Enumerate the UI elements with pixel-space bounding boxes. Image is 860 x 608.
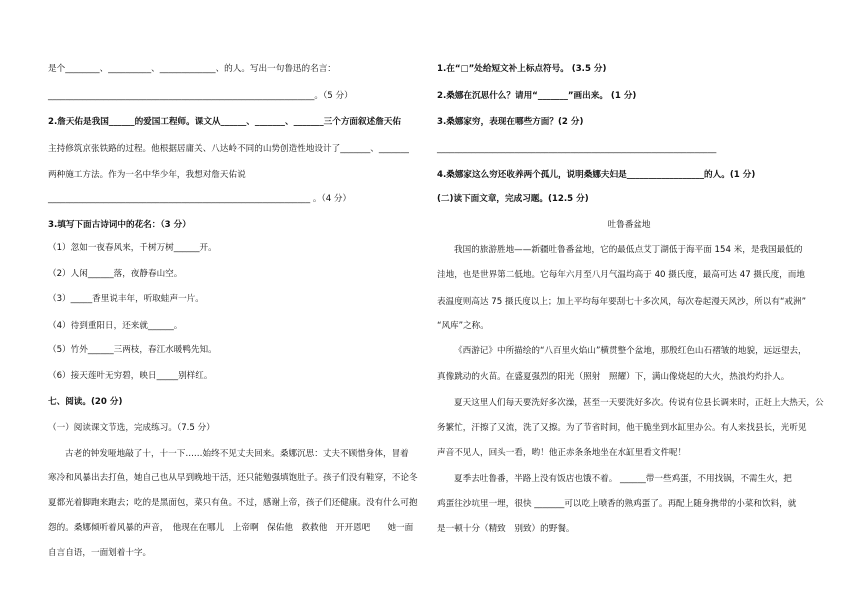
right-column [437, 0, 824, 608]
right-column-line: 鸡蛋往沙坑里一埋，很快 _______可以吃上喷香的熟鸡蛋了。再配上随身携带的小菜和饮料，就 [437, 499, 797, 509]
left-column-line: 两种施工方法。作为一名中华少年，我想对詹天佑说 [48, 170, 246, 180]
right-column-line: (二)读下面文章，完成习题。(12.5 分) [437, 194, 589, 204]
left-column-line: 寒冷和风暴出去打鱼，她自己也从早到晚地干活，还只能勉强填饱肚子。孩子们没有鞋穿，不论冬 [48, 473, 418, 483]
left-column-line: 是个________、__________、_____________、的人。写出一句鲁迅的名言： [48, 64, 336, 74]
left-column [48, 0, 432, 608]
left-column-line: 自言自语，一面划着十字。 [48, 548, 152, 558]
right-column-line: 1.在“□”处给短文补上标点符号。 (3.5 分) [437, 64, 607, 74]
right-column-line: 真像跳动的火苗。在盛夏强烈的阳光（照射 照耀）下，满山像烧起的大火，热浪灼灼扑人。 [437, 372, 790, 382]
right-column-line: “风库”之称。 [437, 321, 489, 331]
right-column-line: 声音不见人，回头一看，哟！他正赤条条地坐在水缸里看文件呢！ [437, 448, 687, 458]
left-column-line: （2）人闲______落，夜静春山空。 [48, 269, 183, 279]
left-column-line: （6）接天莲叶无穷碧，映日_____别样红。 [48, 371, 213, 381]
left-column-line: （1）忽如一夜春风来，千树万树______开。 [48, 243, 217, 253]
left-column-line: （4）待到重阳日，还来就______。 [48, 321, 183, 331]
right-column-line: 表温度则高达 75 摄氏度以上；加上平均每年要刮七十多次风，每次卷起漫天风沙，所以有“戒洲” [437, 297, 807, 307]
right-column-line: 2.桑娜在沉思什么？请用“_______”画出来。 (1 分) [437, 91, 637, 101]
left-column-line: 夏都光着脚跑来跑去；吃的是黑面包，菜只有鱼。不过，感谢上帝，孩子们还健康。没有什么可抱 [48, 498, 418, 508]
left-column-line: （一）阅读课文节选，完成练习。（7.5 分） [48, 423, 215, 433]
right-column-line: 4.桑娜家这么穷还收养两个孤儿，说明桑娜夫妇是__________________的人。(1 分) [437, 170, 756, 180]
left-column-line: （3）_____香里说丰年，听取蛙声一片。 [48, 294, 204, 304]
right-column-line: 务繁忙，汗擦了又流，洗了又擦。为了节省时间，他干脆坐到水缸里办公。有人来找县长，光听见 [437, 423, 807, 433]
right-column-line: 夏天这里人们每天要洗好多次澡，甚至一天要洗好多次。传说有位县长调来时，正赶上大热天，公 [454, 398, 824, 408]
left-column-line: _____________________________________________________________ 。（4 分） [48, 194, 352, 204]
left-column-line: 2.詹天佑是我国______的爱国工程师。课文从______、_______、_______三个方面叙述詹天佑 [48, 117, 401, 127]
left-column-line: （5）竹外______三两枝，春江水暖鸭先知。 [48, 345, 217, 355]
left-column-line: 主持修筑京张铁路的过程。他根据居庸关、八达岭不同的山势创造性地设计了_______、_______ [48, 144, 409, 154]
left-column-line: 3.填写下面古诗词中的花名：（3 分） [48, 220, 191, 230]
right-column-line: _________________________________________________________________ [437, 144, 717, 154]
right-column-line: 夏季去吐鲁番，半路上没有饭店也饿不着。 ______带一些鸡蛋，不用找锅，不需生火，把 [454, 474, 792, 484]
left-column-line: 七、阅读。(20 分) [48, 397, 123, 407]
right-column-line: 吐鲁番盆地 [607, 220, 651, 230]
right-column-line: 是一顿十分（精致 别致）的野餐。 [437, 524, 575, 534]
right-column-line: 洼地，也是世界第二低地。它每年六月至八月气温均高于 40 摄氏度，最高可达 47 摄氏度，而地 [437, 270, 805, 280]
left-column-line: 古老的钟发哑地敲了十，十一下……始终不见丈夫回来。桑娜沉思：丈夫不顾惜身体，冒着 [65, 449, 409, 459]
right-column-line: 《西游记》中所描绘的“八百里火焰山”横贯整个盆地，那殷红色山石褶皱的地貌，远远望去， [454, 346, 807, 356]
right-column-line: 我国的旅游胜地——新疆吐鲁番盆地，它的最低点艾丁湖低于海平面 154 米，是我国最低的 [454, 245, 803, 255]
left-column-line: 怨的。桑娜倾听着风暴的声音， 他现在在哪儿 上帝啊 保佑他 救救他 开开恩吧 她一面 [48, 523, 414, 533]
left-column-line: ______________________________________________________________。（5 分） [48, 91, 353, 101]
right-column-line: 3.桑娜家穷，表现在哪些方面？(2 分) [437, 117, 584, 127]
